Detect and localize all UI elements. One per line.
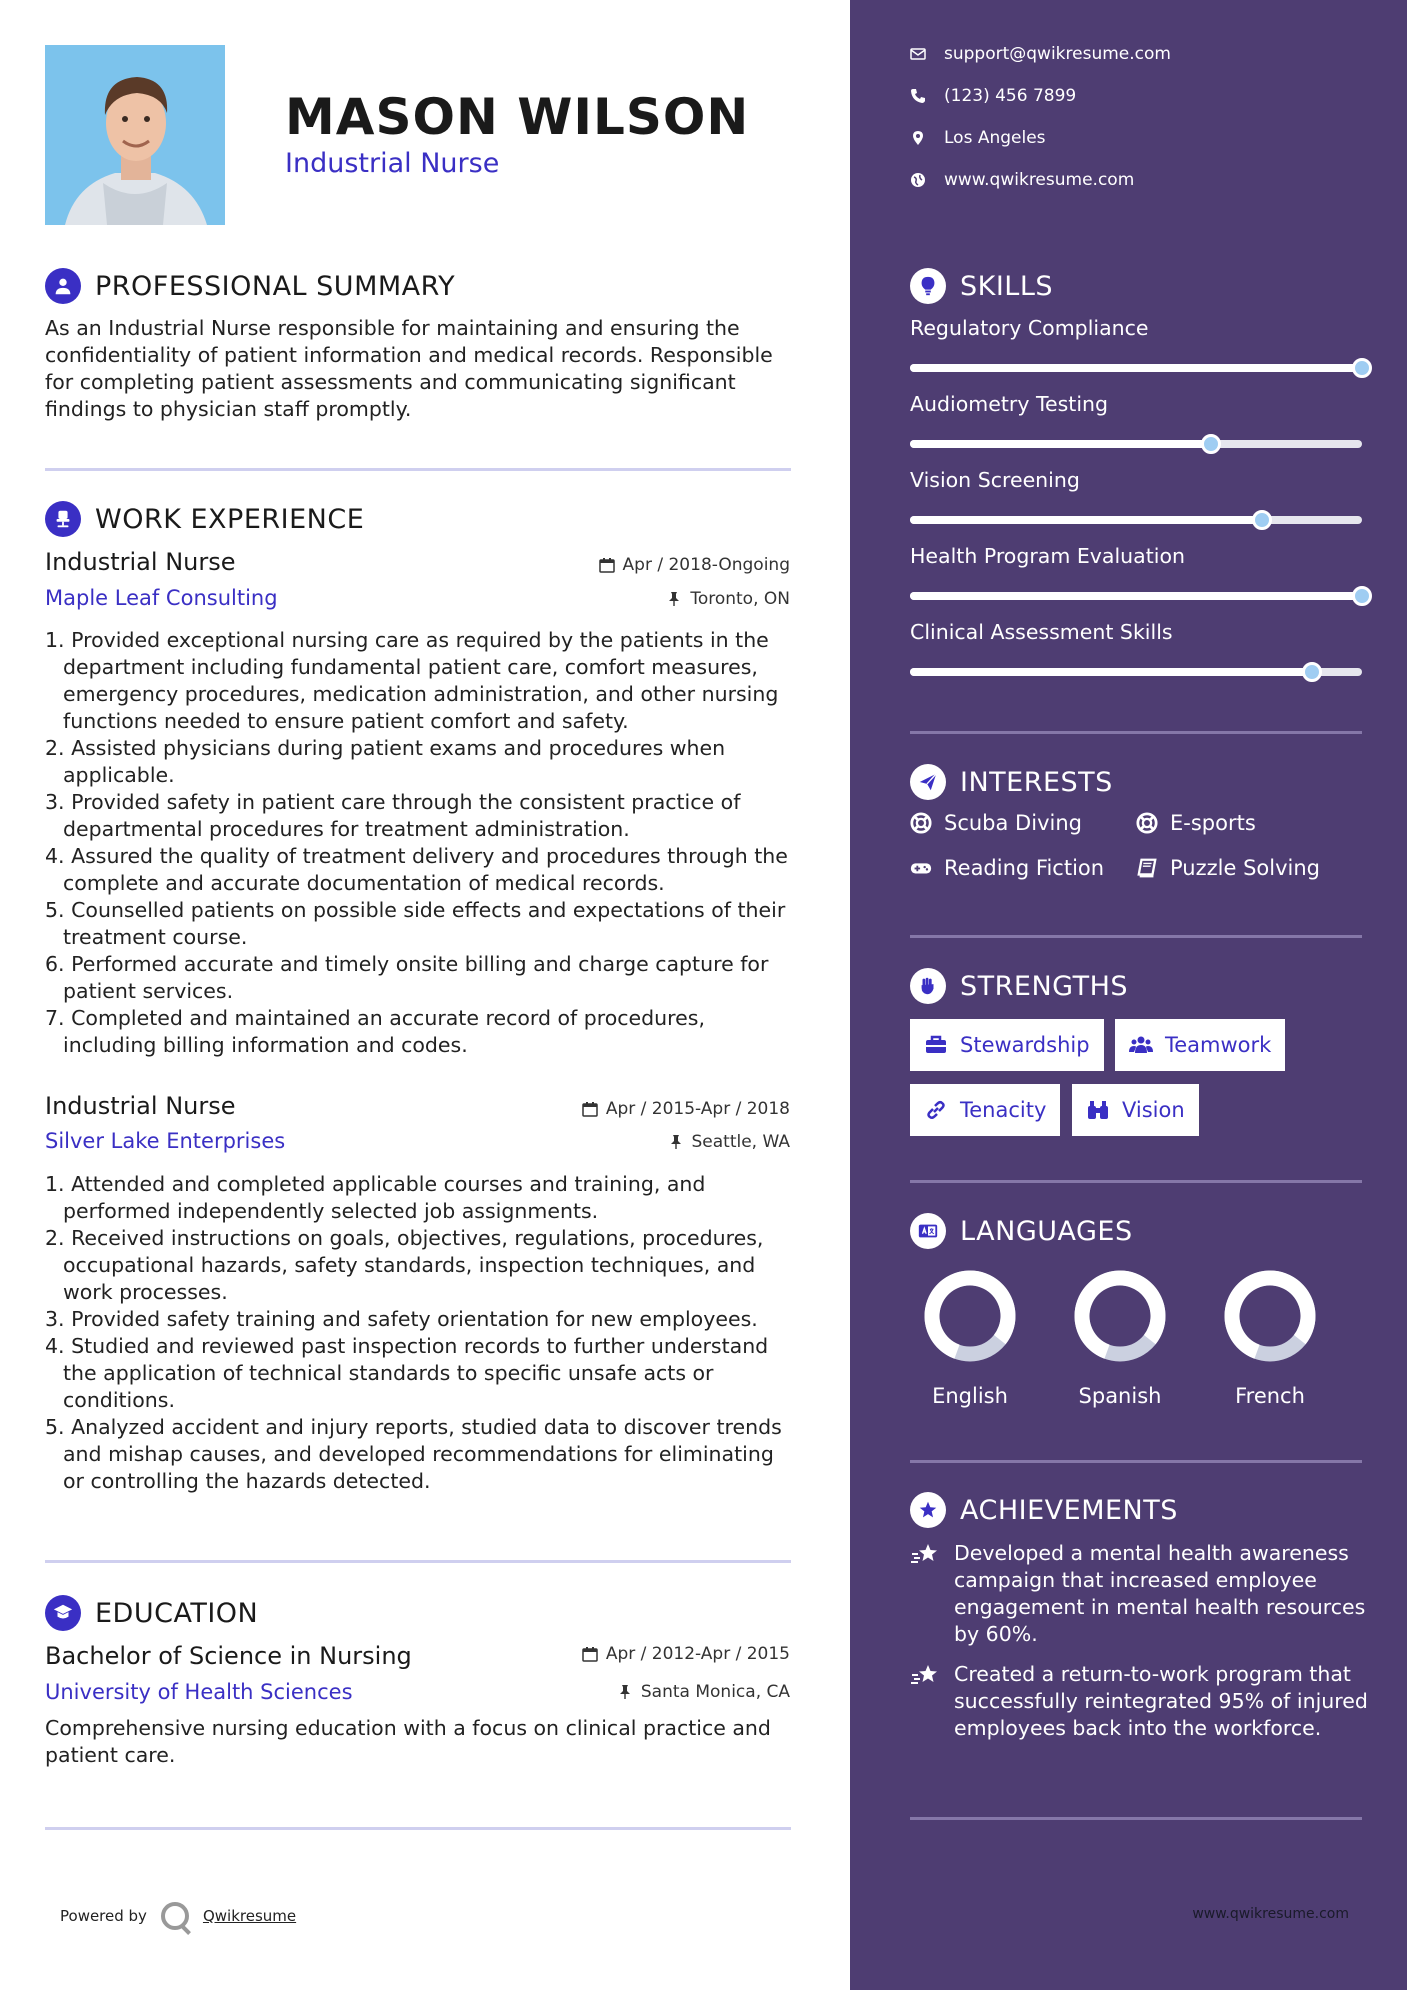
- list-item: Studied and reviewed past inspection records to further understand the application of technical standards to specific unsafe acts or conditions.: [63, 1334, 769, 1412]
- list-item: Provided safety in patient care through the consistent practice of departmental procedures for treatment administration.: [63, 790, 741, 841]
- language-label: Spanish: [1078, 1384, 1162, 1408]
- interests-header: [910, 764, 1113, 800]
- skill-name: Vision Screening: [910, 468, 1080, 492]
- star-badge-icon: [910, 1492, 946, 1528]
- gamepad-icon: [910, 857, 932, 879]
- job-title: Industrial Nurse: [45, 548, 236, 576]
- skills-header: [910, 268, 1053, 304]
- list-item: Assured the quality of treatment delivery and procedures through the complete and accurate documentation of medical records.: [63, 844, 788, 895]
- list-item: Attended and completed applicable courses and training, and performed independently selected job assignments.: [63, 1172, 706, 1223]
- calendar-icon: [582, 1101, 598, 1117]
- skill-bar: [910, 668, 1362, 676]
- strengths-heading: STRENGTHS: [960, 970, 1129, 1002]
- language-item: [915, 1266, 1025, 1408]
- education-header: [45, 1595, 258, 1631]
- contact-email[interactable]: support@qwikresume.com: [910, 44, 1171, 64]
- life-ring-icon: [910, 812, 932, 834]
- list-item: Counselled patients on possible side effects and expectations of their treatment course.: [63, 898, 786, 949]
- language-item: [1215, 1266, 1325, 1408]
- shooting-star-icon: [910, 1540, 940, 1570]
- interests-heading: INTERESTS: [960, 766, 1113, 798]
- divider: [45, 468, 791, 471]
- strength-badge: Stewardship: [910, 1019, 1104, 1071]
- skill-bar-knob: [1252, 510, 1272, 530]
- job-duties-list: [45, 1171, 800, 1495]
- job-dates: Apr / 2015-Apr / 2018: [582, 1099, 790, 1119]
- calendar-icon: [582, 1646, 598, 1662]
- skill-bar: [910, 592, 1362, 600]
- fist-icon: [910, 968, 946, 1004]
- summary-text: As an Industrial Nurse responsible for maintaining and ensuring the confidentiality of patient information and medical records. Responsible for completing patient assessments and communicating significant findings to physician staff promptly.: [45, 316, 773, 421]
- phone-icon: [910, 88, 926, 104]
- skill-bar-knob: [1352, 358, 1372, 378]
- achievements-header: [910, 1492, 1178, 1528]
- link-icon: [924, 1098, 948, 1122]
- education-text: Comprehensive nursing education with a focus on clinical practice and patient care.: [45, 1716, 771, 1767]
- achievements-heading: ACHIEVEMENTS: [960, 1494, 1178, 1526]
- divider: [910, 731, 1362, 734]
- footer-url[interactable]: www.qwikresume.com: [1192, 1906, 1349, 1922]
- skill-bar-fill: [910, 668, 1312, 676]
- shooting-star-icon: [910, 1661, 940, 1691]
- list-item: Analyzed accident and injury reports, studied data to discover trends and mishap causes, and developed recommendations for eliminating or controlling the hazards detected.: [63, 1415, 782, 1493]
- divider: [910, 1817, 1362, 1820]
- education-heading: EDUCATION: [95, 1597, 259, 1629]
- skill-bar-knob: [1352, 586, 1372, 606]
- briefcase-icon: [924, 1033, 948, 1057]
- job-location: Seattle, WA: [668, 1132, 791, 1152]
- education-location: Santa Monica, CA: [617, 1682, 790, 1702]
- profile-photo: [45, 45, 225, 225]
- skill-name: Regulatory Compliance: [910, 316, 1149, 340]
- pin-icon: [617, 1684, 633, 1700]
- language-label: French: [1235, 1384, 1305, 1408]
- calendar-icon: [599, 557, 615, 573]
- divider: [45, 1827, 791, 1830]
- list-item: Performed accurate and timely onsite billing and charge capture for patient services.: [63, 952, 769, 1003]
- language-icon: [910, 1213, 946, 1249]
- skill-bar-fill: [910, 516, 1262, 524]
- skill-bar-fill: [910, 364, 1362, 372]
- divider: [910, 935, 1362, 938]
- strength-badge: Tenacity: [910, 1084, 1060, 1136]
- languages-header: [910, 1213, 1133, 1249]
- lightbulb-icon: [910, 268, 946, 304]
- divider: [910, 1460, 1362, 1463]
- binoculars-icon: [1086, 1098, 1110, 1122]
- language-level-ring: [920, 1266, 1020, 1366]
- skill-bar: [910, 440, 1362, 448]
- summary-header: [45, 268, 455, 304]
- list-item: Provided exceptional nursing care as required by the patients in the department including fundamental patient care, comfort measures, emergency procedures, medication administration, and other nursing functions needed to ensure patient comfort and safety.: [63, 628, 779, 733]
- job-company: Maple Leaf Consulting: [45, 586, 278, 610]
- life-ring-icon: [1136, 812, 1158, 834]
- skill-bar-fill: [910, 592, 1362, 600]
- envelope-icon: [910, 46, 926, 62]
- job-duties-list: [45, 627, 800, 1059]
- pin-icon: [666, 591, 682, 607]
- skills-heading: SKILLS: [960, 270, 1054, 302]
- language-item: [1065, 1266, 1175, 1408]
- education-dates: Apr / 2012-Apr / 2015: [582, 1644, 790, 1664]
- qwikresume-logo-icon: [161, 1902, 189, 1930]
- job-company: Silver Lake Enterprises: [45, 1129, 286, 1153]
- globe-icon: [910, 172, 926, 188]
- contact-phone[interactable]: (123) 456 7899: [910, 86, 1076, 106]
- candidate-title: Industrial Nurse: [285, 148, 500, 179]
- user-circle-icon: [45, 268, 81, 304]
- job-title: Industrial Nurse: [45, 1092, 236, 1120]
- skill-name: Audiometry Testing: [910, 392, 1109, 416]
- strength-badge: Teamwork: [1115, 1019, 1285, 1071]
- brand-link[interactable]: Qwikresume: [202, 1907, 297, 1925]
- summary-heading: PROFESSIONAL SUMMARY: [95, 270, 456, 302]
- paper-plane-icon: [910, 764, 946, 800]
- skill-bar-fill: [910, 440, 1211, 448]
- interest-item: Scuba Diving: [910, 811, 1082, 835]
- skill-bar-knob: [1201, 434, 1221, 454]
- list-item: Completed and maintained an accurate record of procedures, including billing information and codes.: [63, 1006, 705, 1057]
- skill-name: Health Program Evaluation: [910, 544, 1186, 568]
- degree-title: Bachelor of Science in Nursing: [45, 1642, 412, 1670]
- strength-badge: Vision: [1072, 1084, 1199, 1136]
- map-marker-icon: [910, 130, 926, 146]
- powered-by: Powered by Qwikresume: [60, 1902, 296, 1930]
- language-level-ring: [1220, 1266, 1320, 1366]
- job-dates: Apr / 2018-Ongoing: [599, 555, 790, 575]
- languages-heading: LANGUAGES: [960, 1215, 1133, 1247]
- language-level-ring: [1070, 1266, 1170, 1366]
- skill-name: Clinical Assessment Skills: [910, 620, 1173, 644]
- contact-location: Los Angeles: [910, 128, 1046, 148]
- sidebar: [850, 0, 1407, 1990]
- list-item: Received instructions on goals, objectives, regulations, procedures, occupational hazards, safety standards, inspection techniques, and work processes.: [63, 1226, 764, 1304]
- strengths-header: [910, 968, 1128, 1004]
- skill-bar: [910, 516, 1362, 524]
- pin-icon: [668, 1134, 684, 1150]
- office-chair-icon: [45, 501, 81, 537]
- school-name: University of Health Sciences: [45, 1680, 353, 1704]
- achievement-item: Created a return-to-work program that successfully reintegrated 95% of injured employees back into the workforce.: [910, 1661, 1370, 1742]
- divider: [910, 1180, 1362, 1183]
- skill-bar: [910, 364, 1362, 372]
- interest-item: Puzzle Solving: [1136, 856, 1320, 880]
- experience-heading: WORK EXPERIENCE: [95, 503, 365, 535]
- candidate-name: MASON WILSON: [285, 88, 750, 146]
- experience-header: [45, 501, 364, 537]
- interest-item: E-sports: [1136, 811, 1256, 835]
- book-icon: [1136, 857, 1158, 879]
- contact-website[interactable]: www.qwikresume.com: [910, 170, 1134, 190]
- divider: [45, 1560, 791, 1563]
- job-location: Toronto, ON: [666, 589, 790, 609]
- graduate-icon: [45, 1595, 81, 1631]
- list-item: Assisted physicians during patient exams and procedures when applicable.: [63, 736, 726, 787]
- interest-item: Reading Fiction: [910, 856, 1104, 880]
- users-icon: [1129, 1033, 1153, 1057]
- language-label: English: [932, 1384, 1008, 1408]
- skill-bar-knob: [1302, 662, 1322, 682]
- list-item: Provided safety training and safety orientation for new employees.: [71, 1307, 758, 1331]
- achievement-item: Developed a mental health awareness campaign that increased employee engagement in mental health resources by 60%.: [910, 1540, 1370, 1648]
